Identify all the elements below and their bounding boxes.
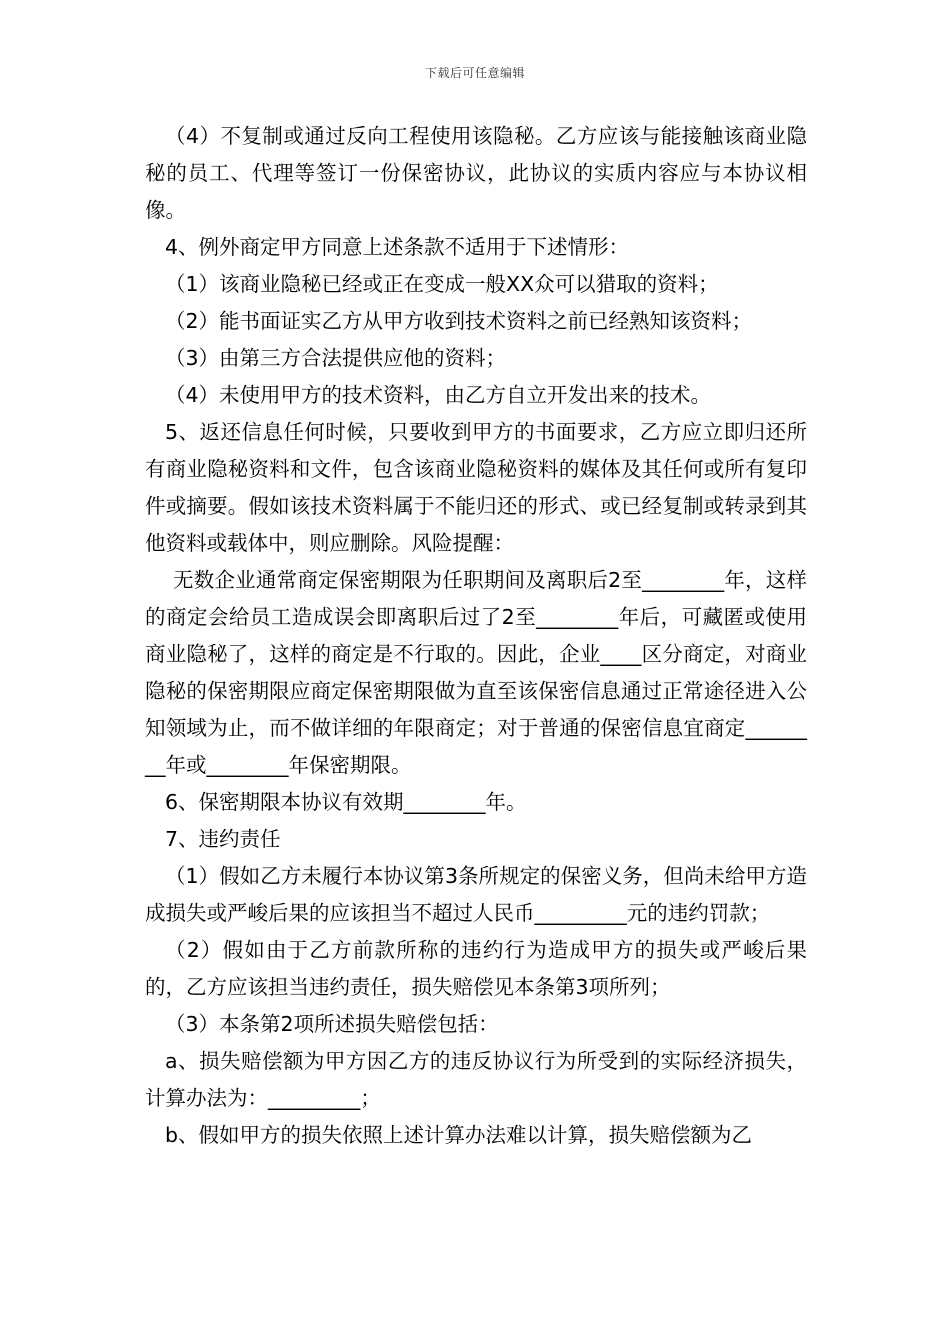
paragraph-clause-4-2: （2）能书面证实乙方从甲方收到技术资料之前已经熟知该资料；	[165, 309, 753, 333]
paragraph-clause-7-3-b: b、假如甲方的损失依照上述计算办法难以计算，损失赔偿额为乙	[165, 1123, 753, 1147]
paragraph-clause-7-3-a: a、损失赔偿额为甲方因乙方的违反协议行为所受到的实际经济损失，计算办法为：_________；	[145, 1049, 807, 1110]
paragraph-clause-5: 5、返还信息任何时候，只要收到甲方的书面要求，乙方应立即归还所有商业隐秘资料和文件，包含该商业隐秘资料的媒体及其任何或所有复印件或摘要。假如该技术资料属于不能归还的形式、或已经复制或转录到其他资料或载体中，则应删除。风险提醒：	[145, 420, 807, 555]
paragraph-clause-7-2: （2）假如由于乙方前款所称的违约行为造成甲方的损失或严峻后果的，乙方应该担当违约责任，损失赔偿见本条第3项所列；	[145, 938, 807, 999]
paragraph-clause-6: 6、保密期限本协议有效期________年。	[165, 790, 527, 814]
paragraph-clause-4-3: （3）由第三方合法提供应他的资料；	[165, 346, 507, 370]
paragraph-clause-7-heading: 7、违约责任	[165, 827, 281, 851]
paragraph-clause-3-4: （4）不复制或通过反向工程使用该隐秘。乙方应该与能接触该商业隐秘的员工、代理等签订一份保密协议，此协议的实质内容应与本协议相像。	[145, 124, 807, 222]
page-header: 下载后可任意编辑	[424, 66, 525, 80]
paragraph-risk-note: 无数企业通常商定保密期限为任职期间及离职后2至________年，这样的商定会给员工造成误会即离职后过了2至________年后，可藏匿或使用商业隐秘了，这样的商定是不行取的。因此，企业____区分商定，对商业隐秘的保密期限应商定保密期限做为直至该保密信息通过正常途径进入公知领域为止，而不做详细的年限商定；对于普通的保密信息宜商定________年或________年保密期限。	[145, 568, 807, 777]
paragraph-clause-7-1: （1）假如乙方未履行本协议第3条所规定的保密义务，但尚未给甲方造成损失或严峻后果的应该担当不超过人民币_________元的违约罚款；	[145, 864, 807, 925]
paragraph-clause-4-4: （4）未使用甲方的技术资料，由乙方自立开发出来的技术。	[165, 383, 712, 407]
paragraph-clause-4-1: （1）该商业隐秘已经或正在变成一般XX众可以猎取的资料；	[165, 272, 719, 296]
paragraph-clause-7-3: （3）本条第2项所述损失赔偿包括：	[165, 1012, 499, 1036]
paragraph-clause-4-heading: 4、例外商定甲方同意上述条款不适用于下述情形：	[165, 235, 630, 259]
document-body	[145, 118, 807, 1154]
